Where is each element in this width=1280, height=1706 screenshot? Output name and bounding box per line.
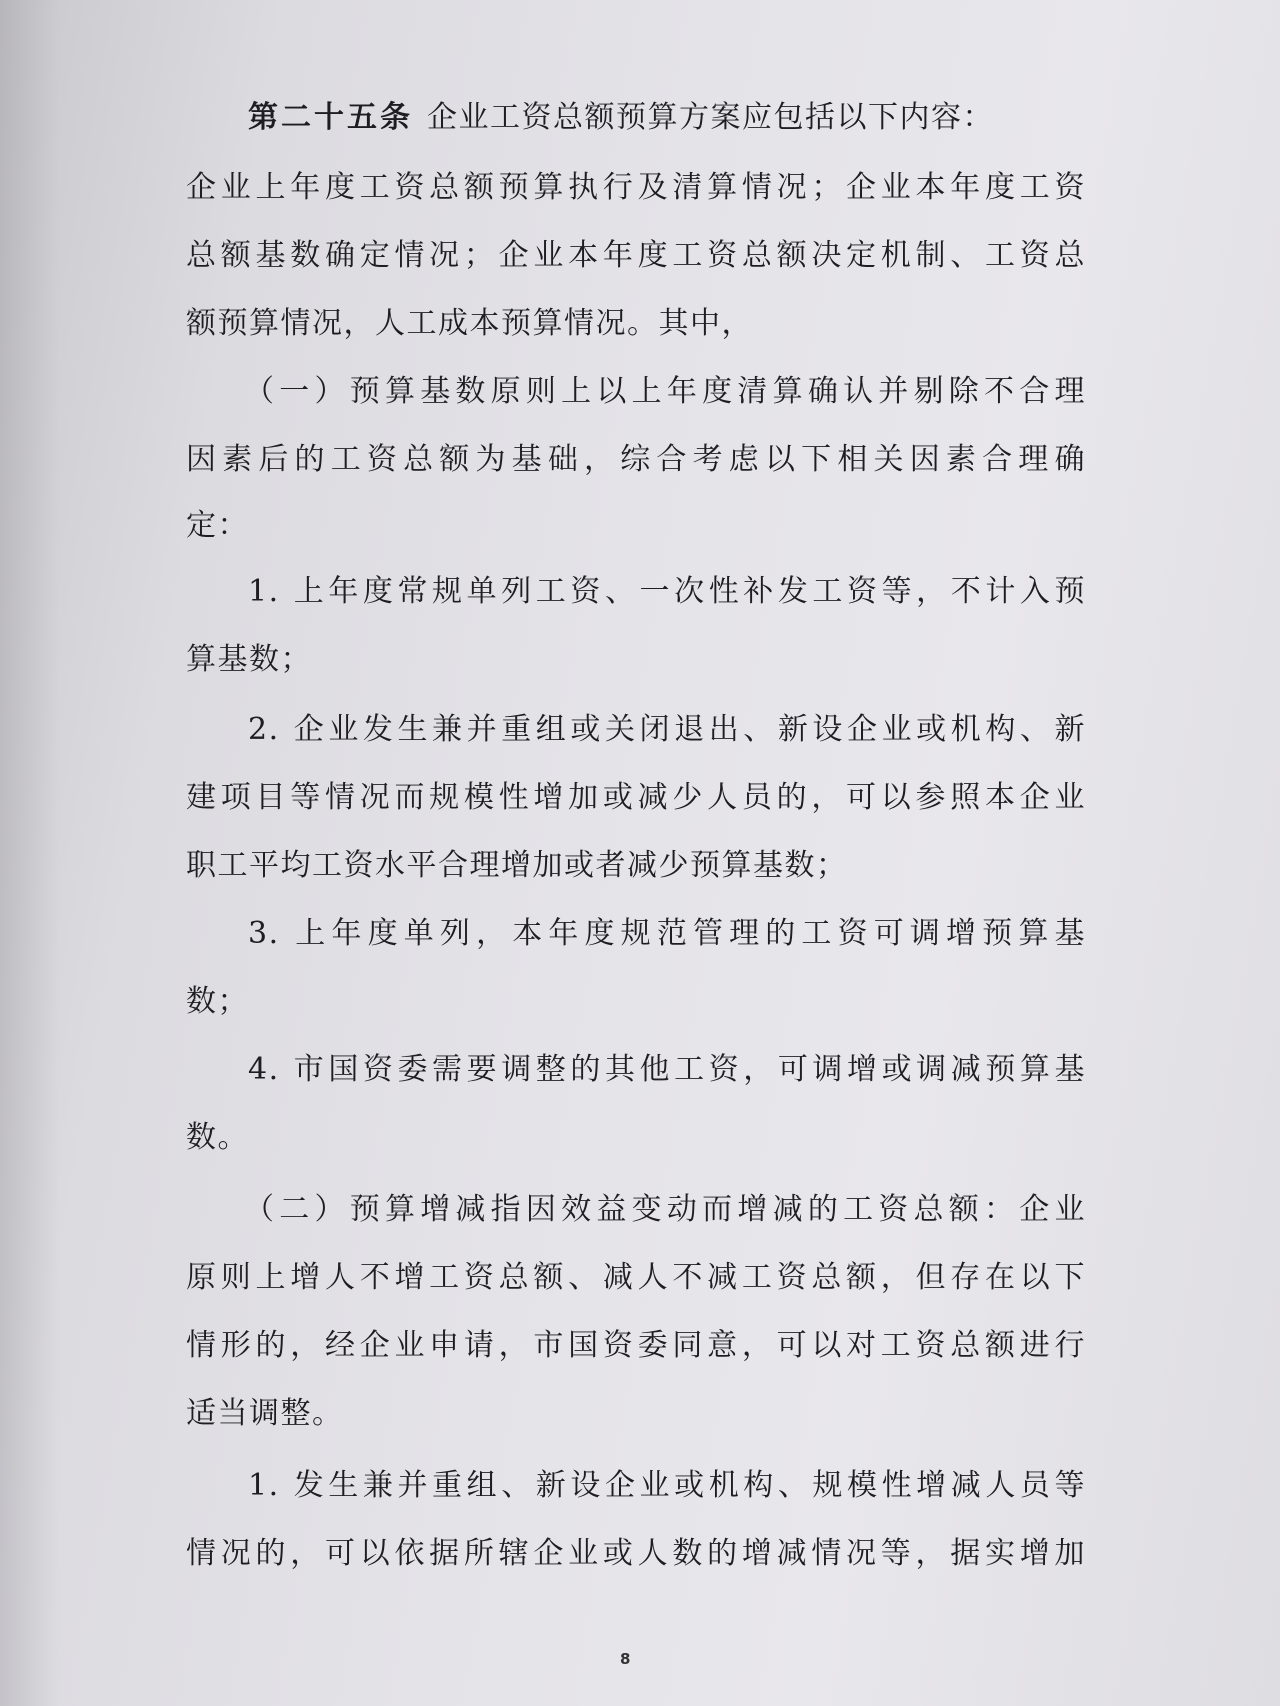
text-line: （二）预算增减指因效益变动而增减的工资总额：企业 <box>244 1192 1086 1227</box>
text-line: 企业工资总额预算方案应包括以下内容： <box>427 100 994 135</box>
text-line: 原则上增人不增工资总额、减人不减工资总额，但存在以下 <box>186 1260 1086 1295</box>
text-line: 定： <box>186 508 249 543</box>
text-line: 1. 上年度常规单列工资、一次性补发工资等，不计入预 <box>248 574 1086 609</box>
text-line: 额预算情况，人工成本预算情况。其中， <box>186 306 753 341</box>
text-line: 数。 <box>186 1120 249 1155</box>
page-number: 8 <box>620 1650 631 1668</box>
text-line: 算基数； <box>186 642 312 677</box>
text-line: 总额基数确定情况；企业本年度工资总额决定机制、工资总 <box>186 238 1086 273</box>
text-line: 4. 市国资委需要调整的其他工资，可调增或调减预算基 <box>248 1052 1086 1087</box>
text-line: 职工平均工资水平合理增加或者减少预算基数； <box>186 848 848 883</box>
article-number: 第二十五条 <box>248 100 413 135</box>
text-line: 因素后的工资总额为基础，综合考虑以下相关因素合理确 <box>186 442 1086 477</box>
text-line: 1. 发生兼并重组、新设企业或机构、规模性增减人员等 <box>248 1468 1086 1503</box>
text-line: （一）预算基数原则上以上年度清算确认并剔除不合理 <box>244 374 1086 409</box>
text-line: 2. 企业发生兼并重组或关闭退出、新设企业或机构、新 <box>248 712 1086 747</box>
article-first-line <box>248 98 994 138</box>
page-shadow <box>0 0 60 1706</box>
text-line: 情形的，经企业申请，市国资委同意，可以对工资总额进行 <box>186 1328 1086 1363</box>
text-line: 情况的，可以依据所辖企业或人数的增减情况等，据实增加 <box>186 1536 1086 1571</box>
text-line: 数； <box>186 984 249 1019</box>
text-line: 3. 上年度单列，本年度规范管理的工资可调增预算基 <box>248 916 1086 951</box>
text-line: 企业上年度工资总额预算执行及清算情况；企业本年度工资 <box>186 170 1086 205</box>
text-line: 适当调整。 <box>186 1396 344 1431</box>
text-line: 建项目等情况而规模性增加或减少人员的，可以参照本企业 <box>186 780 1086 815</box>
